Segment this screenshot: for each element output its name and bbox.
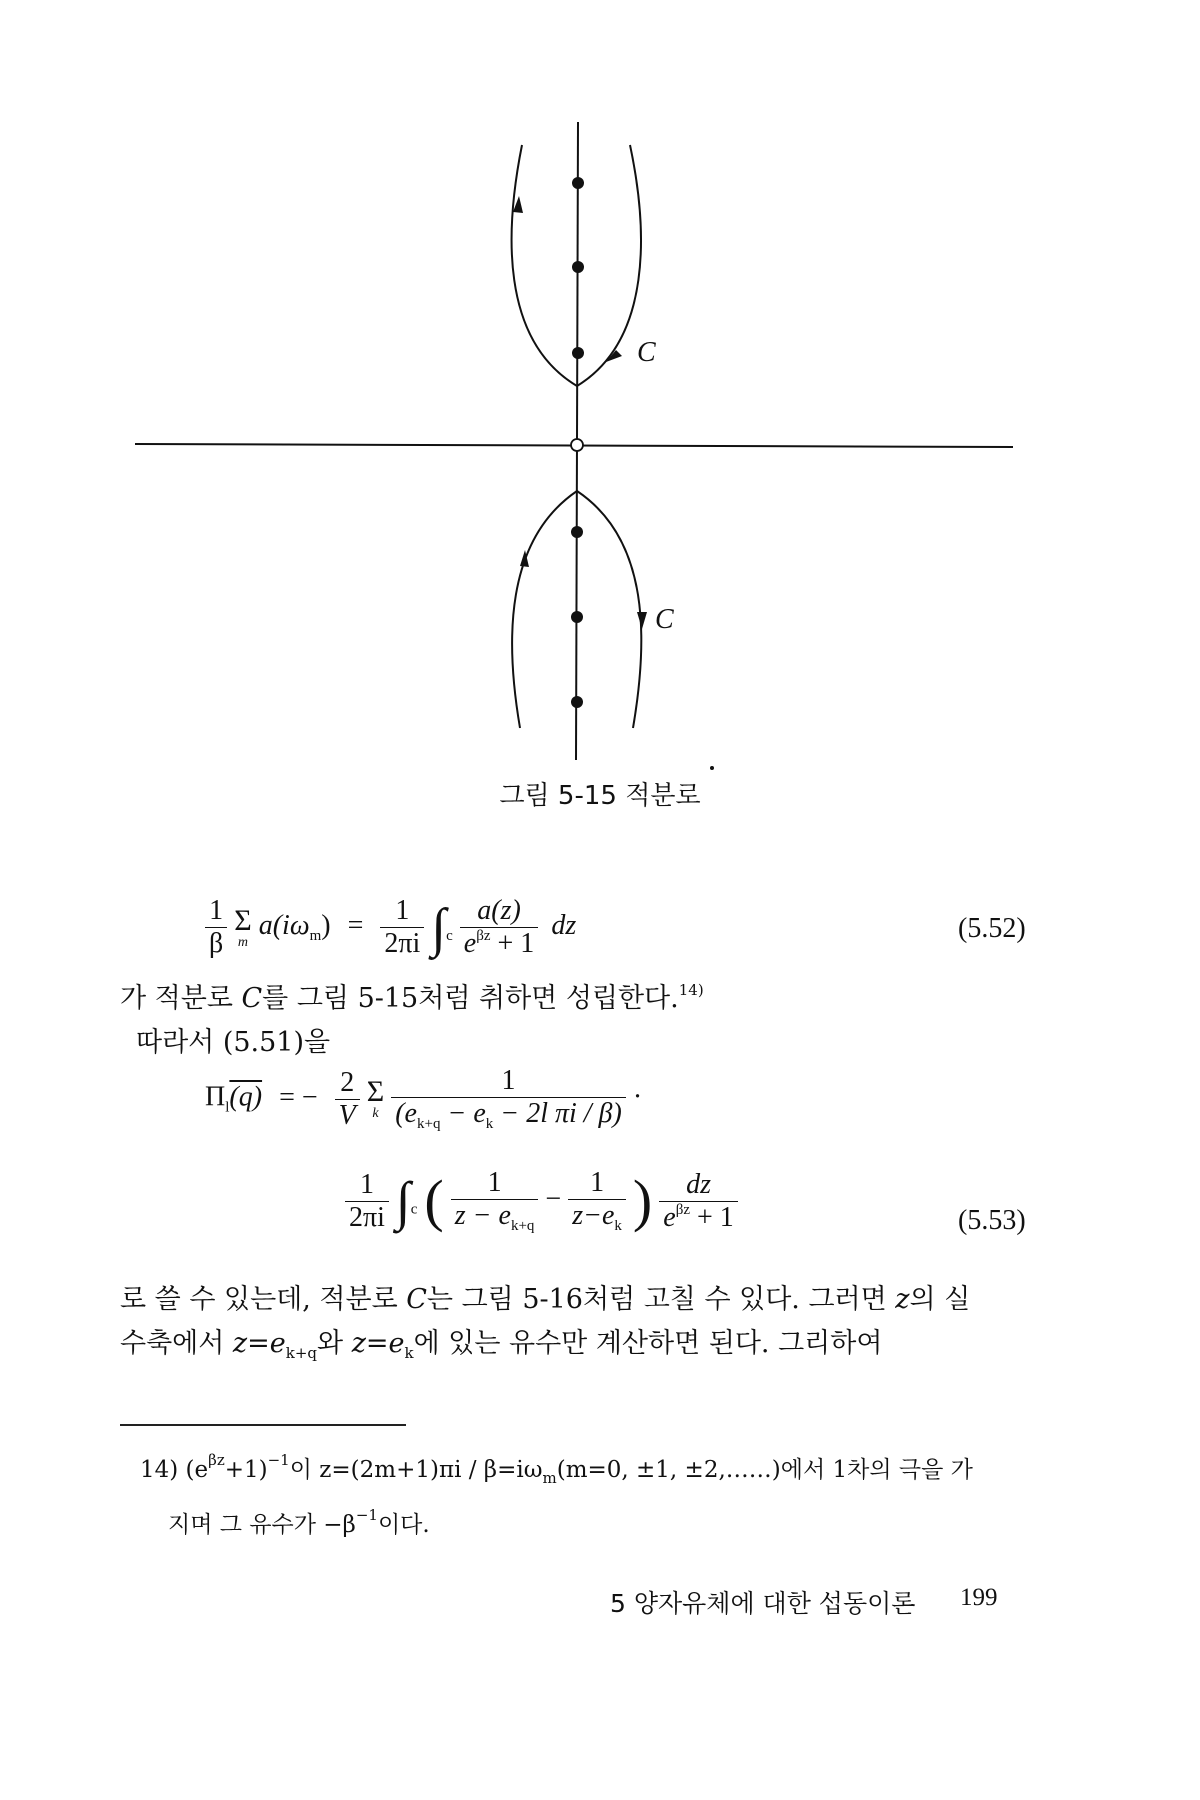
numerator: [460, 895, 539, 928]
text-segment: +1): [224, 1457, 268, 1483]
sum-index: k: [372, 1106, 379, 1122]
prefactor-fraction: [380, 895, 424, 960]
sum-operator: [367, 1077, 384, 1121]
numerator: 1: [391, 1065, 626, 1098]
differential: dz: [686, 1168, 711, 1200]
exp-superscript: βz: [675, 1201, 690, 1218]
text-segment: 지며 그 유수가 −β: [168, 1512, 356, 1538]
den-part: z−e: [572, 1200, 615, 1232]
equation-5-53-line-1: [205, 1065, 642, 1133]
lhs-term: a(iω: [258, 910, 310, 942]
denominator: [451, 1200, 539, 1235]
subscript: k+q: [285, 1344, 318, 1362]
integral-subscript: c: [410, 1201, 418, 1218]
denominator: [391, 1098, 626, 1133]
numerator: 1: [451, 1167, 539, 1200]
numerator: [659, 1169, 738, 1202]
plus-one: + 1: [490, 928, 535, 960]
running-footer: 5 양자유체에 대한 섭동이론: [610, 1589, 916, 1618]
sum-operator: [234, 903, 252, 950]
lhs-fraction: [205, 895, 227, 960]
contour-symbol: C: [241, 983, 263, 1014]
plus-one: + 1: [689, 1201, 734, 1233]
equation-5-52: [205, 895, 576, 960]
integrand-fraction: [460, 895, 539, 960]
lhs-close: ): [321, 910, 331, 942]
subscript: k: [404, 1344, 414, 1362]
numerator: 1: [205, 895, 227, 928]
text-segment: 로 쓸 수 있는데, 적분로: [120, 1284, 407, 1315]
superscript: −1: [267, 1451, 290, 1469]
text-segment: 이 z=(2m+1)πi / β=iω: [289, 1457, 543, 1483]
footnote-line-1: [140, 1442, 1040, 1497]
text-segment: 14) (e: [140, 1457, 209, 1483]
page-number: 199: [960, 1584, 998, 1611]
sum-symbol: Σ: [366, 1075, 385, 1109]
prefactor-fraction: [345, 1169, 389, 1234]
integrand-numerator: a(z): [477, 895, 521, 926]
contour-label-top: C: [637, 337, 656, 368]
den-subscript: k+q: [417, 1116, 441, 1133]
figure-caption: 그림 5-15 적분로: [499, 781, 701, 811]
den-part: z − e: [454, 1200, 511, 1232]
pi-argument: (q): [229, 1081, 263, 1113]
integral-symbol: ∫: [395, 1171, 411, 1232]
first-fraction: [391, 1065, 626, 1133]
paragraph-2-line-2: [120, 1322, 1065, 1375]
numerator: 1: [345, 1169, 389, 1202]
den-part: (e: [395, 1098, 417, 1130]
integral-symbol: ∫: [431, 897, 447, 958]
subscript: m: [542, 1469, 557, 1487]
pole: [571, 526, 583, 538]
sum-symbol: Σ: [234, 903, 252, 937]
contour-symbol: C: [406, 1284, 427, 1315]
denominator: [568, 1200, 626, 1235]
exp-base: e: [663, 1201, 676, 1233]
text-segment: 가 적분로: [120, 983, 242, 1014]
right-paren: ): [632, 1168, 653, 1234]
denominator: 2πi: [349, 1201, 385, 1233]
numerator: 1: [568, 1167, 626, 1200]
numerator: 1: [380, 895, 424, 928]
paragraph-2-line-1: [120, 1278, 1065, 1322]
den-subscript: k: [485, 1116, 494, 1133]
pi-symbol: Π: [205, 1081, 226, 1113]
superscript: −1: [355, 1506, 378, 1524]
paragraph-1-line-2: 따라서 (5.51)을: [136, 1027, 331, 1058]
pole: [572, 177, 584, 189]
equation-number-5-53: (5.53): [958, 1205, 1026, 1236]
text-segment: 와: [317, 1328, 352, 1359]
z-symbol: z: [895, 1284, 910, 1315]
stray-dot: [710, 766, 714, 770]
equation-number-5-52: (5.52): [958, 913, 1026, 944]
contour-figure: [0, 0, 1200, 800]
fraction-a: [451, 1167, 539, 1235]
volume-symbol: V: [338, 1099, 356, 1131]
den-part: − e: [440, 1098, 486, 1130]
den-part: − 2l πi / β): [493, 1098, 622, 1130]
minus-sign: −: [545, 1183, 562, 1215]
superscript: βz: [208, 1451, 225, 1469]
sum-index: m: [237, 934, 249, 950]
differential: dz: [551, 910, 577, 942]
den-subscript: k: [614, 1218, 622, 1235]
footnote-14: [140, 1442, 1040, 1544]
denominator: 2πi: [384, 928, 421, 960]
denominator: β: [209, 928, 224, 960]
text-segment: 에 있는 유수만 계산하면 된다. 그리하여: [413, 1328, 883, 1359]
contour-label-bottom: C: [655, 604, 674, 635]
coef-fraction: [335, 1067, 360, 1132]
equals-minus: = −: [279, 1081, 318, 1113]
origin-marker: [571, 439, 583, 451]
pi-subscript: l: [225, 1099, 230, 1116]
equation-5-53-line-2: [345, 1167, 738, 1235]
lhs-subscript: m: [309, 928, 322, 945]
pole: [571, 611, 583, 623]
den-subscript: k+q: [510, 1218, 535, 1235]
text-segment: 수축에서: [120, 1328, 233, 1359]
pole-location: z=e: [351, 1328, 405, 1359]
pole: [572, 261, 584, 273]
text-segment: 이다.: [377, 1512, 430, 1538]
exp-base: e: [463, 928, 477, 960]
left-paren: (: [424, 1168, 444, 1234]
pole: [571, 696, 583, 708]
integral-subscript: c: [446, 928, 453, 945]
equals-sign: =: [347, 910, 364, 942]
numerator: 2: [335, 1067, 360, 1100]
pole-location: z=e: [232, 1328, 286, 1359]
footnote-rule: [120, 1424, 406, 1426]
paragraph-2: [120, 1278, 1065, 1375]
denominator: [335, 1100, 360, 1132]
footnote-ref: 14): [678, 981, 704, 999]
multiplication-dot: ·: [632, 1081, 643, 1113]
pole: [572, 347, 584, 359]
lower-contour-arrow-right: [637, 612, 647, 629]
fraction-b: [568, 1167, 626, 1235]
exp-superscript: βz: [476, 928, 491, 945]
denominator: [460, 928, 539, 960]
paragraph-1: [120, 968, 1060, 1065]
paragraph-1-line-1: [120, 968, 1060, 1021]
text-segment: 를 그림 5-15처럼 취하면 성립한다.: [262, 983, 679, 1014]
denominator: [659, 1202, 738, 1234]
footnote-line-2: [140, 1497, 1040, 1544]
text-segment: 의 실: [909, 1284, 971, 1315]
text-segment: (m=0, ±1, ±2,……)에서 1차의 극을 가: [556, 1457, 973, 1483]
text-segment: 는 그림 5-16처럼 고칠 수 있다. 그러면: [426, 1284, 896, 1315]
dz-fraction: [659, 1169, 738, 1234]
